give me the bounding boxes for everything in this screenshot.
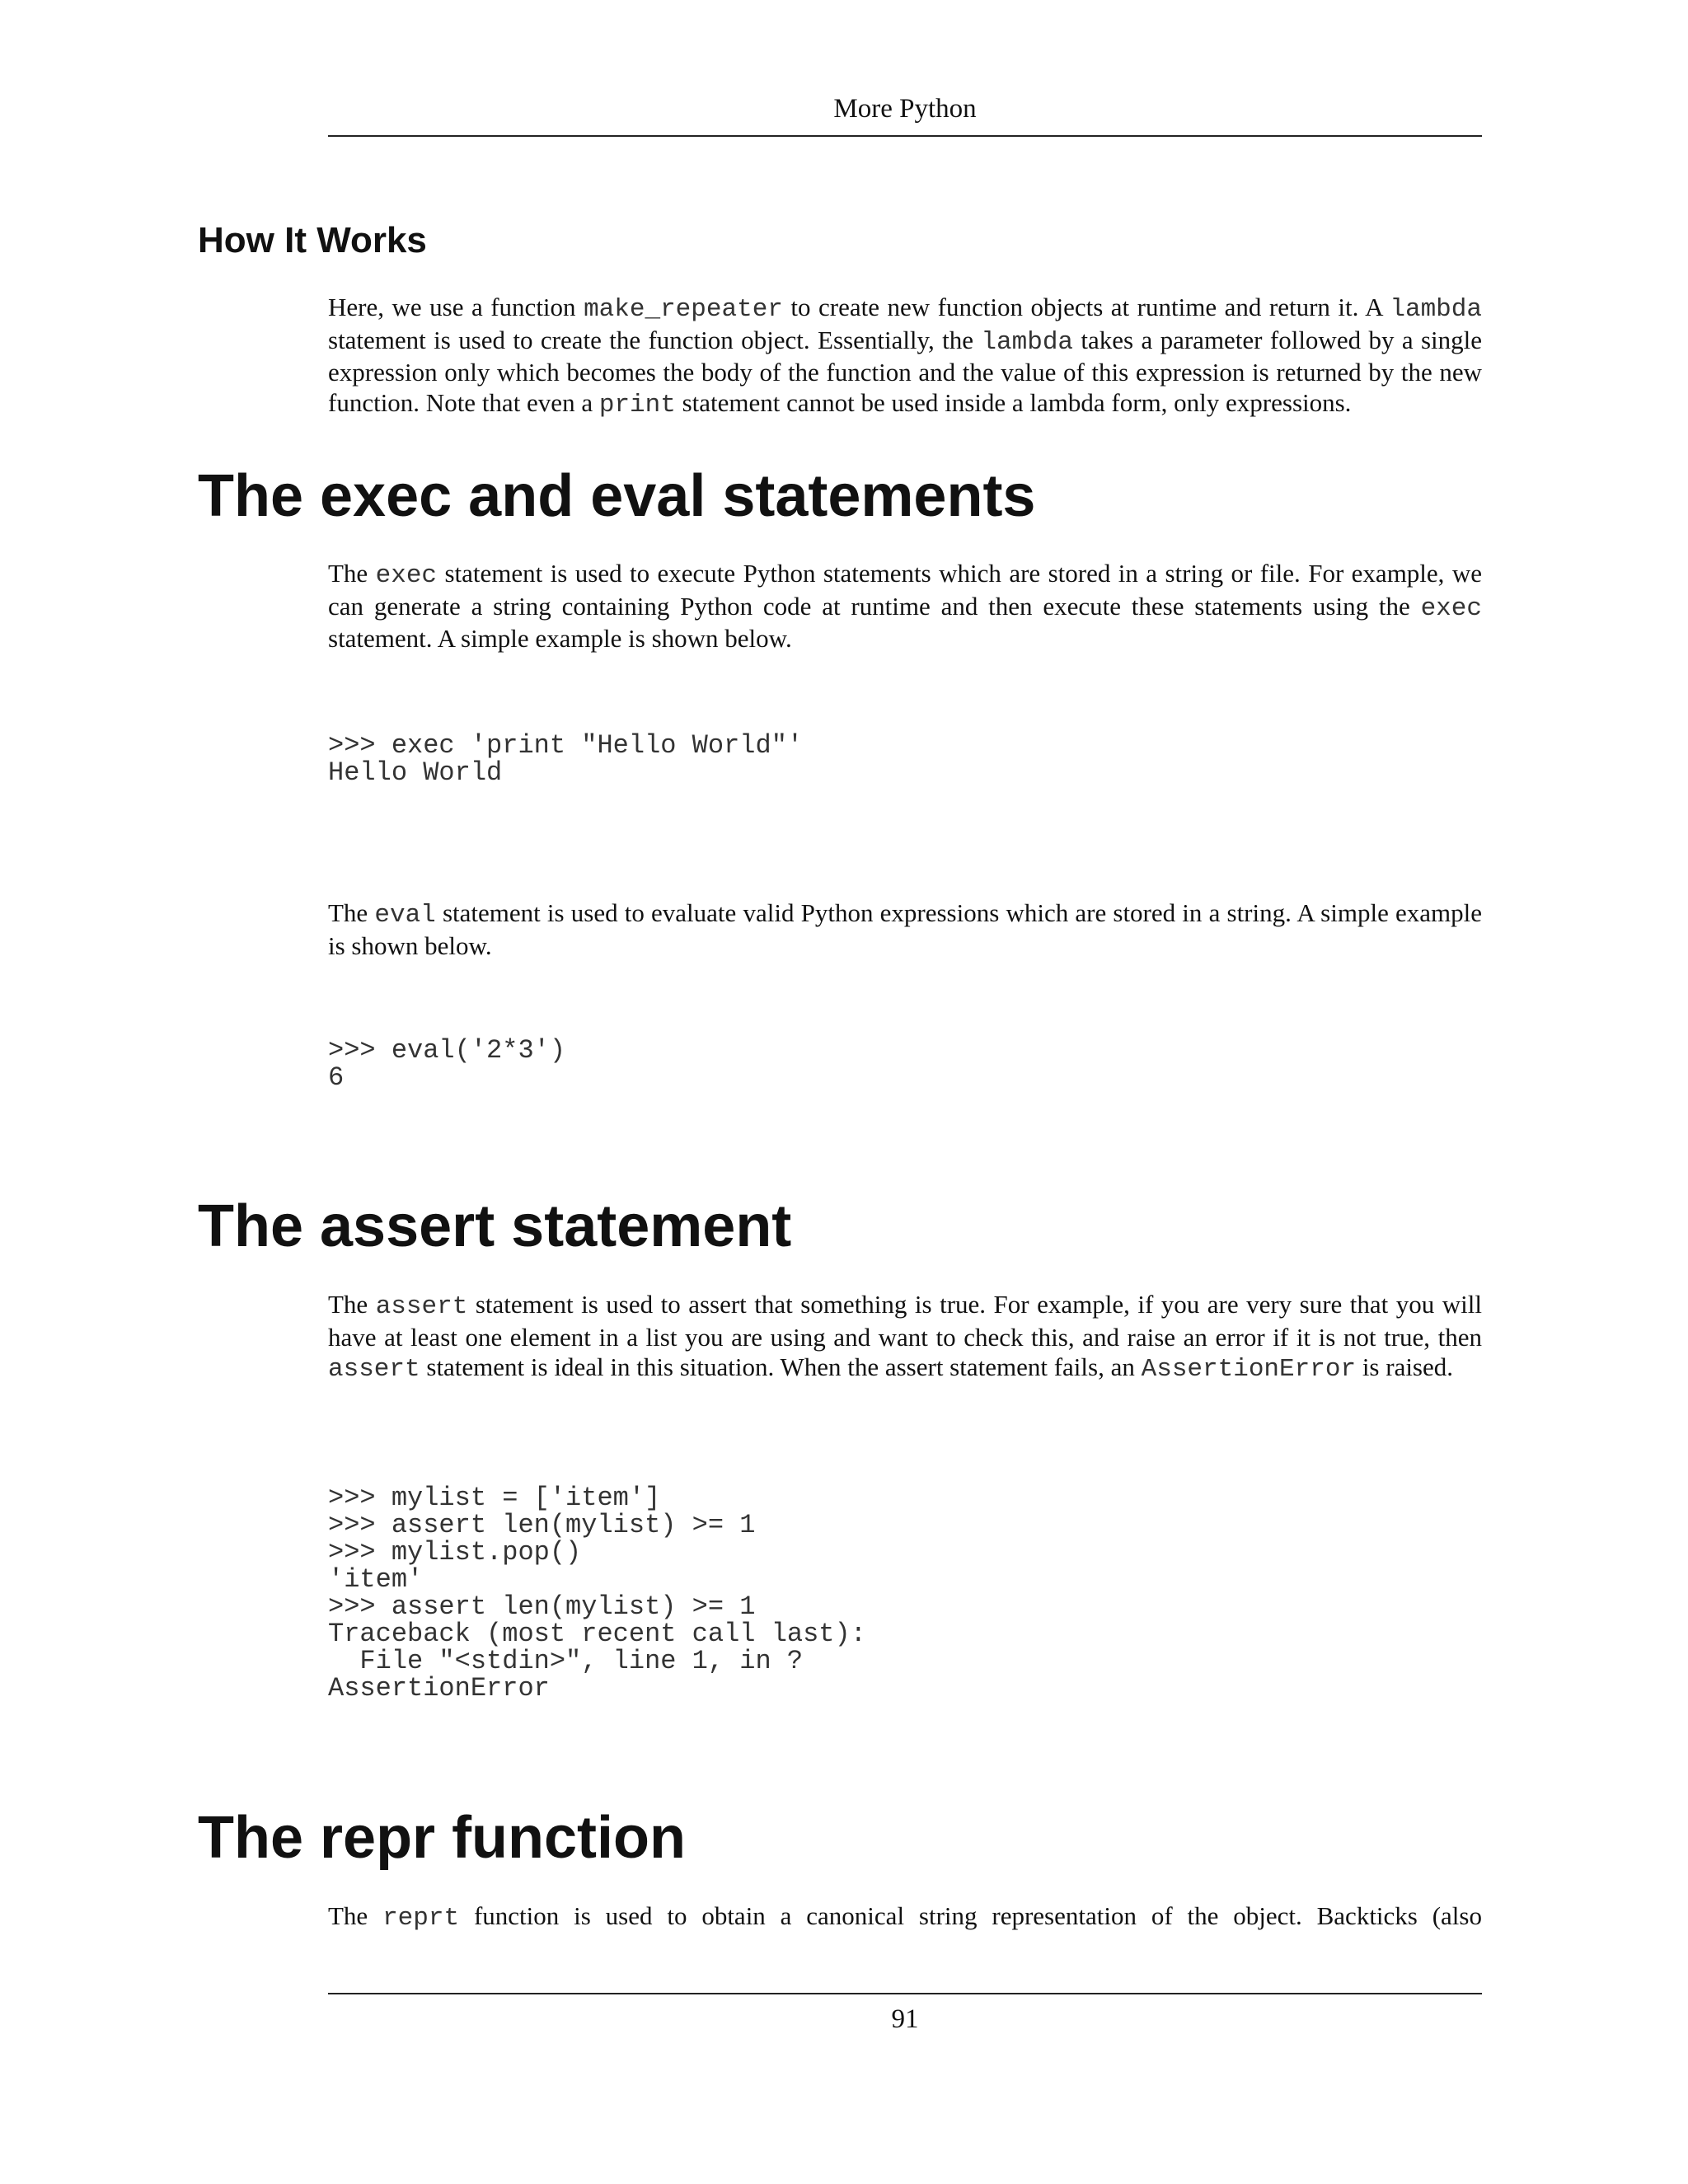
inline-code: lambda	[981, 327, 1074, 357]
assert-code-block	[328, 1484, 1482, 1702]
eval-code-block	[328, 1037, 1482, 1091]
text-run: statement is ideal in this situation. When the assert statement fails, an	[420, 1352, 1142, 1382]
exec-paragraph	[328, 559, 1482, 654]
text-run: function is used to obtain a canonical string representation of the object. Backticks (also	[459, 1901, 1482, 1930]
eval-paragraph	[328, 898, 1482, 961]
inline-code: lambda	[1390, 295, 1482, 324]
code-line: Hello World	[328, 757, 503, 788]
text-run: statement is used to create the function object. Essentially, the	[328, 325, 982, 354]
inline-code: print	[598, 390, 676, 419]
footer-rule	[328, 1993, 1482, 1994]
inline-code: AssertionError	[1141, 1355, 1357, 1385]
inline-code: exec	[375, 561, 438, 590]
text-run: The	[328, 898, 375, 927]
assert-paragraph	[328, 1290, 1482, 1385]
section-heading-repr: The repr function	[198, 1805, 686, 1871]
text-run: The	[328, 559, 376, 588]
code-line: AssertionError	[328, 1673, 550, 1704]
section-heading-how-it-works: How It Works	[198, 220, 427, 260]
code-line: >>> mylist.pop()	[328, 1537, 582, 1568]
text-run: statement is used to execute Python statements which are stored in a string or file. For example, we can generate a string containing Python code at runtime and then execute these statements using the	[328, 559, 1482, 621]
code-line: >>> exec 'print "Hello World"'	[328, 730, 804, 761]
text-run: is raised.	[1356, 1352, 1454, 1382]
code-line: >>> mylist = ['item']	[328, 1483, 661, 1513]
code-line: File "<stdin>", line 1, in ?	[328, 1646, 804, 1676]
text-run: The	[328, 1901, 383, 1930]
code-line: >>> eval('2*3')	[328, 1035, 566, 1066]
text-run: statement. A simple example is shown below.	[328, 624, 792, 654]
inline-code: assert	[328, 1355, 420, 1385]
inline-code: exec	[1420, 593, 1482, 623]
section-heading-exec-eval: The exec and eval statements	[198, 463, 1036, 529]
code-line: Traceback (most recent call last):	[328, 1619, 866, 1649]
inline-code: make_repeater	[584, 295, 783, 324]
running-header: More Python	[833, 94, 977, 124]
inline-code: assert	[375, 1292, 468, 1321]
page-number: 91	[891, 2004, 919, 2034]
code-line: >>> assert len(mylist) >= 1	[328, 1510, 756, 1540]
section-heading-assert: The assert statement	[198, 1193, 792, 1259]
how-it-works-paragraph	[328, 293, 1482, 420]
text-run: The	[328, 1290, 376, 1319]
inline-code: eval	[374, 901, 436, 930]
exec-code-block	[328, 732, 1482, 786]
repr-paragraph	[328, 1901, 1482, 1934]
header-rule	[328, 135, 1482, 137]
text-run: statement is used to assert that something is true. For example, if you are very sure that you will have at least one element in a list you are using and want to check this, and raise an error if it is not true, then	[328, 1290, 1483, 1352]
inline-code: reprt	[382, 1904, 460, 1933]
text-run: to create new function objects at runtime and return it. A	[782, 293, 1390, 321]
code-line: 6	[328, 1062, 345, 1093]
code-line: 'item'	[328, 1564, 424, 1595]
text-run: takes a parameter followed by a single expression only which becomes the body of the function and the value of this expression is returned by the new function. Note that even a	[328, 325, 1482, 417]
text-run: statement is used to evaluate valid Python expressions which are stored in a string. A simple example is shown below.	[328, 898, 1482, 960]
text-run: Here, we use a function	[328, 293, 584, 321]
text-run: statement cannot be used inside a lambda form, only expressions.	[675, 387, 1352, 417]
code-line: >>> assert len(mylist) >= 1	[328, 1591, 756, 1622]
